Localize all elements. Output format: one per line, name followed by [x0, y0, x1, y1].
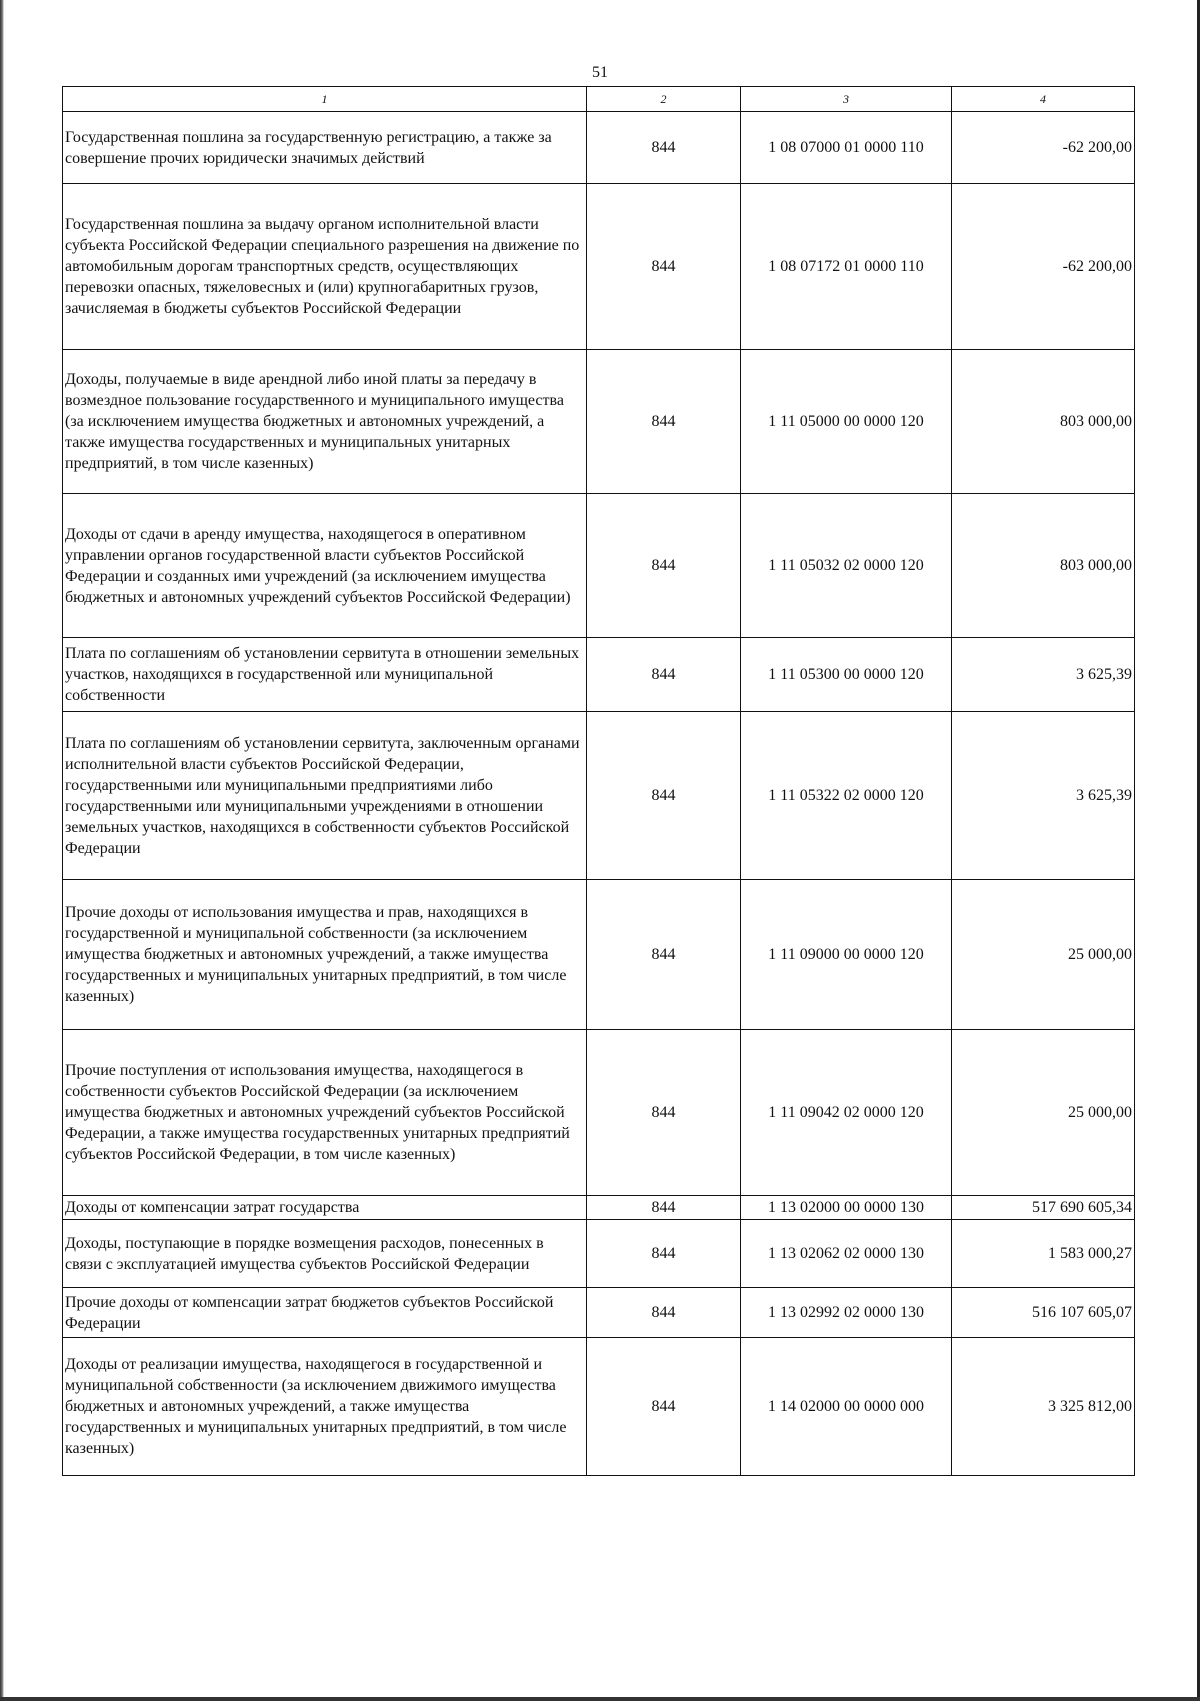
page-number: 51 — [592, 64, 608, 81]
revenue-name-cell: Доходы от компенсации затрат государства — [63, 1196, 587, 1220]
table-row — [63, 184, 1135, 350]
column-header-2: 2 — [587, 87, 741, 112]
amount-cell: 803 000,00 — [952, 350, 1135, 494]
revenue-name-cell: Доходы, поступающие в порядке возмещения расходов, понесенных в связи с эксплуатацией имущества субъектов Российской Федерации — [63, 1220, 587, 1288]
amount-cell: 3 625,39 — [952, 638, 1135, 712]
table-header-row — [63, 87, 1135, 112]
revenue-table — [62, 86, 1135, 1476]
amount-cell: 517 690 605,34 — [952, 1196, 1135, 1220]
table-row — [63, 712, 1135, 880]
admin-code-cell: 844 — [587, 880, 741, 1030]
admin-code-cell: 844 — [587, 184, 741, 350]
admin-code-cell: 844 — [587, 112, 741, 184]
budget-code-cell: 1 11 05300 00 0000 120 — [741, 638, 952, 712]
amount-cell: 1 583 000,27 — [952, 1220, 1135, 1288]
amount-cell: 516 107 605,07 — [952, 1288, 1135, 1338]
table-row — [63, 350, 1135, 494]
table-row — [63, 638, 1135, 712]
amount-cell: 3 325 812,00 — [952, 1338, 1135, 1476]
budget-code-cell: 1 11 09042 02 0000 120 — [741, 1030, 952, 1196]
table-row — [63, 112, 1135, 184]
amount-cell: 803 000,00 — [952, 494, 1135, 638]
table-row — [63, 1220, 1135, 1288]
budget-code-cell: 1 13 02062 02 0000 130 — [741, 1220, 952, 1288]
budget-code-cell: 1 13 02992 02 0000 130 — [741, 1288, 952, 1338]
column-header-3: 3 — [741, 87, 952, 112]
budget-code-cell: 1 08 07000 01 0000 110 — [741, 112, 952, 184]
budget-code-cell: 1 11 05000 00 0000 120 — [741, 350, 952, 494]
admin-code-cell: 844 — [587, 638, 741, 712]
table-row — [63, 494, 1135, 638]
budget-code-cell: 1 13 02000 00 0000 130 — [741, 1196, 952, 1220]
admin-code-cell: 844 — [587, 494, 741, 638]
revenue-name-cell: Доходы от реализации имущества, находящегося в государственной и муниципальной собственности (за исключением движимого имущества бюджетных и автономных учреждений, а также имущества государственных и муниципальных унитарных предприятий, в том числе казенных) — [63, 1338, 587, 1476]
admin-code-cell: 844 — [587, 712, 741, 880]
scan-edge-bottom — [0, 1697, 1200, 1701]
admin-code-cell: 844 — [587, 1030, 741, 1196]
admin-code-cell: 844 — [587, 1196, 741, 1220]
budget-code-cell: 1 08 07172 01 0000 110 — [741, 184, 952, 350]
table-row — [63, 1196, 1135, 1220]
revenue-name-cell: Плата по соглашениям об установлении сервитута в отношении земельных участков, находящихся в государственной или муниципальной собственности — [63, 638, 587, 712]
admin-code-cell: 844 — [587, 1220, 741, 1288]
admin-code-cell: 844 — [587, 350, 741, 494]
amount-cell: 25 000,00 — [952, 880, 1135, 1030]
budget-code-cell: 1 14 02000 00 0000 000 — [741, 1338, 952, 1476]
revenue-name-cell: Прочие доходы от компенсации затрат бюджетов субъектов Российской Федерации — [63, 1288, 587, 1338]
table-row — [63, 1030, 1135, 1196]
table-row — [63, 880, 1135, 1030]
table-row — [63, 1288, 1135, 1338]
column-header-1: 1 — [63, 87, 587, 112]
revenue-name-cell: Доходы от сдачи в аренду имущества, находящегося в оперативном управлении органов государственной власти субъектов Российской Федерации и созданных ими учреждений (за исключением имущества бюджетных и автономных учреждений субъектов Российской Федерации) — [63, 494, 587, 638]
amount-cell: -62 200,00 — [952, 184, 1135, 350]
budget-code-cell: 1 11 09000 00 0000 120 — [741, 880, 952, 1030]
revenue-name-cell: Прочие доходы от использования имущества и прав, находящихся в государственной и муниципальной собственности (за исключением имущества бюджетных и автономных учреждений, а также имущества государственных и муниципальных унитарных предприятий, в том числе казенных) — [63, 880, 587, 1030]
revenue-name-cell: Доходы, получаемые в виде арендной либо иной платы за передачу в возмездное пользование государственного и муниципального имущества (за исключением имущества бюджетных и автономных учреждений, а также имущества государственных и муниципальных унитарных предприятий, в том числе казенных) — [63, 350, 587, 494]
revenue-name-cell: Государственная пошлина за государственную регистрацию, а также за совершение прочих юридически значимых действий — [63, 112, 587, 184]
amount-cell: 25 000,00 — [952, 1030, 1135, 1196]
admin-code-cell: 844 — [587, 1288, 741, 1338]
budget-code-cell: 1 11 05322 02 0000 120 — [741, 712, 952, 880]
revenue-name-cell: Прочие поступления от использования имущества, находящегося в собственности субъектов Российской Федерации (за исключением имущества бюджетных и автономных учреждений субъектов Российской Федерации, а также имущества государственных унитарных предприятий субъектов Российской Федерации, в том числе казенных) — [63, 1030, 587, 1196]
amount-cell: 3 625,39 — [952, 712, 1135, 880]
table-row — [63, 1338, 1135, 1476]
column-header-4: 4 — [952, 87, 1135, 112]
amount-cell: -62 200,00 — [952, 112, 1135, 184]
revenue-name-cell: Плата по соглашениям об установлении сервитута, заключенным органами исполнительной власти субъектов Российской Федерации, государственными или муниципальными предприятиями либо государственными или муниципальными учреждениями в отношении земельных участков, находящихся в собственности субъектов Российской Федерации — [63, 712, 587, 880]
revenue-name-cell: Государственная пошлина за выдачу органом исполнительной власти субъекта Российской Федерации специального разрешения на движение по автомобильным дорогам транспортных средств, осуществляющих перевозки опасных, тяжеловесных и (или) крупногабаритных грузов, зачисляемая в бюджеты субъектов Российской Федерации — [63, 184, 587, 350]
admin-code-cell: 844 — [587, 1338, 741, 1476]
budget-code-cell: 1 11 05032 02 0000 120 — [741, 494, 952, 638]
scan-edge-left — [0, 0, 4, 1701]
